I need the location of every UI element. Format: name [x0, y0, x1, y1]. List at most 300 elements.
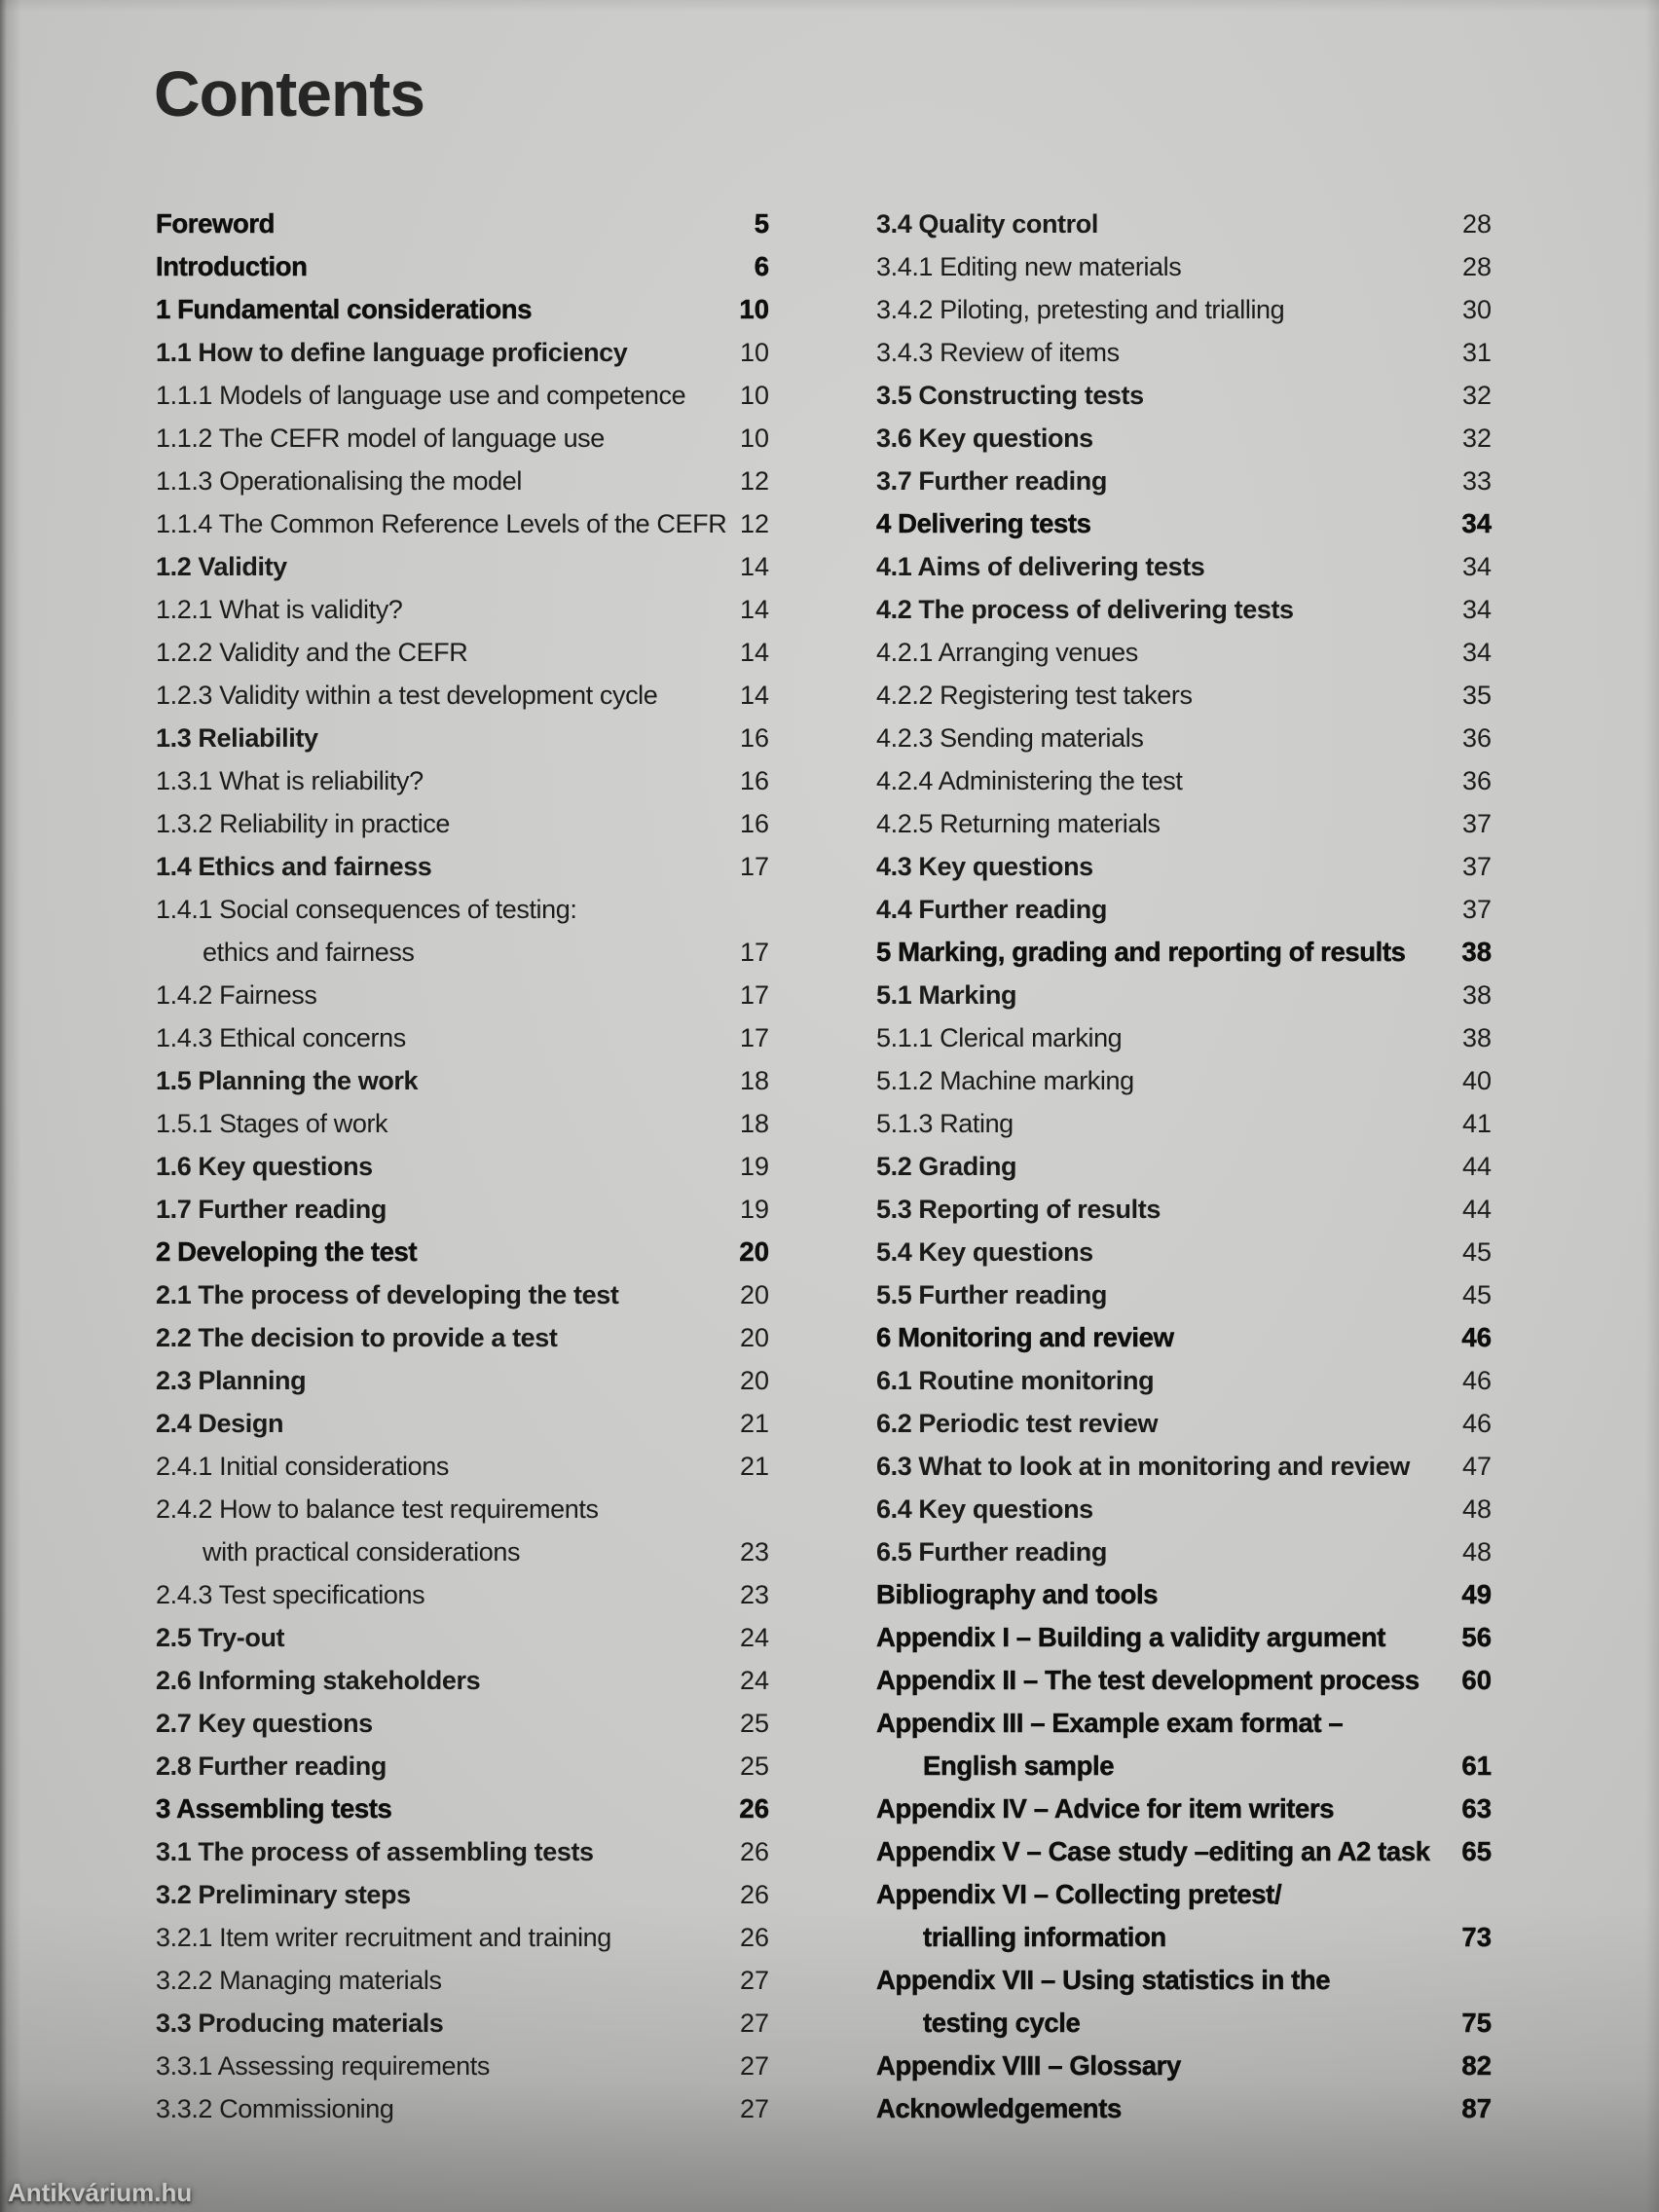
toc-entry [156, 2002, 769, 2045]
toc-entry-label [156, 1359, 769, 1402]
toc-entry-page: 10 [739, 424, 769, 453]
toc-entry-label [156, 1788, 769, 1830]
toc-entry-page: 5 [754, 208, 769, 239]
toc-entry-label [876, 931, 1492, 974]
toc-entry [876, 1830, 1492, 1873]
toc-entry-page: 63 [1461, 1793, 1492, 1824]
toc-entry-text: 3.2.2 Managing materials [156, 1966, 442, 1995]
toc-entry-label [876, 374, 1492, 417]
toc-entry-text: 1.1.4 The Common Reference Levels of the CEFR [156, 509, 727, 538]
toc-entry-text: 1.5.1 Stages of work [156, 1109, 388, 1138]
toc-entry [876, 1702, 1492, 1788]
toc-entry-label [876, 1659, 1492, 1702]
toc-entry-label [156, 845, 769, 888]
toc-entry-page: 16 [739, 723, 769, 753]
toc-entry-label [156, 1573, 769, 1616]
toc-entry-page: 17 [739, 980, 769, 1010]
toc-entry-page: 6 [754, 251, 769, 281]
toc-entry-page: 36 [1461, 766, 1492, 795]
toc-entry-label [876, 1145, 1492, 1188]
toc-entry-label [156, 1745, 769, 1788]
toc-entry-label [876, 1873, 1492, 1959]
toc-entry-label [156, 1959, 769, 2002]
toc-entry [156, 460, 769, 502]
toc-entry-text: 1.2.2 Validity and the CEFR [156, 638, 468, 667]
toc-entry-page: 35 [1461, 681, 1492, 710]
toc-entry-text: Appendix VIII – Glossary [876, 2050, 1181, 2081]
toc-entry [156, 1702, 769, 1745]
toc-entry-text: 1.2.1 What is validity? [156, 595, 403, 624]
toc-entry-page: 48 [1461, 1537, 1492, 1567]
toc-entry-text: 5.4 Key questions [876, 1237, 1093, 1267]
toc-entry [156, 1402, 769, 1445]
toc-entry-label [876, 802, 1492, 845]
toc-entry-text: 1.7 Further reading [156, 1195, 387, 1224]
toc-entry [156, 1788, 769, 1830]
toc-entry-label [156, 1830, 769, 1873]
toc-entry-page: 17 [739, 852, 769, 881]
toc-entry [876, 802, 1492, 845]
toc-entry-text: 4 Delivering tests [876, 508, 1091, 538]
toc-entry-page: 19 [739, 1152, 769, 1181]
toc-entry-text-continued: English sample [923, 1751, 1115, 1781]
toc-entry [876, 759, 1492, 802]
toc-entry-page: 10 [739, 294, 769, 324]
toc-entry-text: 3.7 Further reading [876, 466, 1107, 496]
toc-entry-label [876, 2087, 1492, 2130]
toc-entry-text: 1.1.1 Models of language use and competence [156, 381, 686, 410]
toc-entry [876, 888, 1492, 931]
toc-entry-page: 34 [1461, 595, 1492, 624]
toc-entry-text: Foreword [156, 208, 276, 239]
toc-entry-text: 1.1.3 Operationalising the model [156, 466, 522, 496]
toc-entry-label [156, 674, 769, 717]
toc-entry-label [156, 1231, 769, 1273]
toc-entry-text: Appendix II – The test development process [876, 1665, 1419, 1695]
toc-entry-text: 2.4.1 Initial considerations [156, 1452, 449, 1481]
toc-entry-label [876, 888, 1492, 931]
toc-entry-page: 16 [739, 766, 769, 795]
toc-entry-page: 27 [739, 1966, 769, 1995]
toc-entry-page: 25 [739, 1751, 769, 1781]
toc-entry-page: 33 [1461, 466, 1492, 496]
toc-entry-text: 3.3.2 Commissioning [156, 2094, 394, 2123]
toc-entry-label [876, 1316, 1492, 1359]
toc-entry [876, 1016, 1492, 1059]
toc-entry [156, 2045, 769, 2087]
toc-entry [876, 1530, 1492, 1573]
toc-entry-page: 27 [739, 2094, 769, 2123]
toc-entry [876, 931, 1492, 974]
toc-entry-page: 10 [739, 338, 769, 367]
toc-entry-text: 3.4.3 Review of items [876, 338, 1120, 367]
toc-entry-label [876, 1231, 1492, 1273]
toc-entry-label [876, 460, 1492, 502]
toc-entry-text: 4.2.4 Administering the test [876, 766, 1183, 795]
toc-entry-text: 2.5 Try-out [156, 1623, 285, 1652]
toc-entry-text: 2.3 Planning [156, 1366, 307, 1395]
toc-entry-text: 4.4 Further reading [876, 895, 1107, 924]
toc-entry [876, 1273, 1492, 1316]
toc-entry [156, 1616, 769, 1659]
toc-entry-text: 2.4.2 How to balance test requirements [156, 1494, 599, 1524]
toc-entry-page: 30 [1461, 295, 1492, 324]
toc-entry [156, 1316, 769, 1359]
toc-entry [876, 1445, 1492, 1488]
toc-entry-label [156, 759, 769, 802]
toc-entry-page: 24 [739, 1666, 769, 1695]
toc-entry-text: 5.5 Further reading [876, 1280, 1107, 1309]
toc-entry-page: 49 [1461, 1579, 1492, 1609]
toc-entry-page: 20 [739, 1366, 769, 1395]
toc-entry [156, 502, 769, 545]
toc-entry-label [876, 974, 1492, 1016]
toc-entry-text: 4.2.1 Arranging venues [876, 638, 1138, 667]
toc-entry-text: 5.2 Grading [876, 1152, 1017, 1181]
toc-entry-label [156, 460, 769, 502]
toc-entry-page: 73 [1461, 1922, 1492, 1952]
toc-entry-label [876, 1616, 1492, 1659]
toc-entry-text: 5.1.2 Machine marking [876, 1066, 1134, 1095]
toc-entry-text: Bibliography and tools [876, 1579, 1159, 1609]
toc-entry-page: 14 [739, 595, 769, 624]
toc-entry-text: 6.2 Periodic test review [876, 1409, 1159, 1438]
toc-entry-page: 12 [739, 466, 769, 496]
toc-entry [156, 759, 769, 802]
toc-entry-page: 38 [1461, 937, 1492, 967]
toc-entry-page: 27 [739, 2009, 769, 2038]
toc-entry-page: 23 [739, 1537, 769, 1567]
toc-entry-page: 36 [1461, 723, 1492, 753]
toc-entry [876, 1145, 1492, 1188]
toc-entry-label [156, 802, 769, 845]
toc-entry-text: 6.3 What to look at in monitoring and review [876, 1452, 1410, 1481]
toc-entry-page: 19 [739, 1195, 769, 1224]
toc-entry [156, 1830, 769, 1873]
toc-entry-text: Introduction [156, 251, 308, 281]
toc-entry-label [156, 545, 769, 588]
toc-entry [156, 331, 769, 374]
toc-entry-label [876, 674, 1492, 717]
toc-entry-page: 45 [1461, 1237, 1492, 1267]
toc-entry [876, 1102, 1492, 1145]
toc-entry-text: Appendix III – Example exam format – [876, 1708, 1344, 1738]
toc-entry [876, 674, 1492, 717]
toc-entry-page: 82 [1461, 2050, 1492, 2081]
toc-entry-text: 2.4.3 Test specifications [156, 1580, 425, 1609]
toc-entry-label [876, 331, 1492, 374]
toc-entry-page: 21 [739, 1452, 769, 1481]
toc-entry-text: 1.3.2 Reliability in practice [156, 809, 451, 838]
toc-entry-text: 4.2.5 Returning materials [876, 809, 1161, 838]
toc-entry-label [156, 1445, 769, 1488]
toc-entry-page: 12 [739, 509, 769, 538]
toc-entry-text: 1.4 Ethics and fairness [156, 852, 432, 881]
toc-entry [156, 374, 769, 417]
toc-entry [156, 545, 769, 588]
toc-entry-label [876, 1359, 1492, 1402]
toc-entry [876, 1573, 1492, 1616]
toc-entry-label [876, 1830, 1492, 1873]
toc-entry-text: Appendix IV – Advice for item writers [876, 1793, 1335, 1824]
toc-entry-page: 48 [1461, 1494, 1492, 1524]
toc-entry-text: 6 Monitoring and review [876, 1322, 1174, 1352]
toc-entry [876, 502, 1492, 545]
toc-entry-label [156, 331, 769, 374]
toc-entry-text: 2.2 The decision to provide a test [156, 1323, 558, 1352]
toc-entry [876, 245, 1492, 288]
toc-entry-label [156, 374, 769, 417]
toc-entry-text: 3.4.2 Piloting, pretesting and trialling [876, 295, 1285, 324]
toc-entry-page: 18 [739, 1066, 769, 1095]
toc-entry-label [156, 288, 769, 331]
toc-entry-text: 1.5 Planning the work [156, 1066, 419, 1095]
toc-entry-label [156, 717, 769, 759]
toc-entry-label [156, 1016, 769, 1059]
toc-entry-page: 46 [1461, 1322, 1492, 1352]
toc-entry-page: 24 [739, 1623, 769, 1652]
toc-entry-page: 46 [1461, 1366, 1492, 1395]
toc-entry-label [876, 1959, 1492, 2045]
toc-entry [156, 1445, 769, 1488]
toc-entry-text: 1.6 Key questions [156, 1152, 373, 1181]
toc-entry-text: 2 Developing the test [156, 1236, 418, 1267]
toc-entry-text: 6.4 Key questions [876, 1494, 1093, 1524]
toc-entry-label [876, 1188, 1492, 1231]
toc-entry-label [876, 545, 1492, 588]
toc-entry [876, 1316, 1492, 1359]
toc-entry [876, 1788, 1492, 1830]
toc-entry-text: 1.3 Reliability [156, 723, 318, 753]
toc-entry [156, 417, 769, 460]
toc-entry-text: 1.1.2 The CEFR model of language use [156, 424, 605, 453]
toc-entry-page: 20 [739, 1280, 769, 1309]
toc-entry-label [156, 588, 769, 631]
toc-entry-label [876, 502, 1492, 545]
toc-entry-label [876, 1016, 1492, 1059]
toc-entry-text: 5.1.3 Rating [876, 1109, 1014, 1138]
toc-entry-page: 65 [1461, 1836, 1492, 1866]
toc-entry-page: 87 [1461, 2093, 1492, 2123]
toc-entry [876, 1188, 1492, 1231]
toc-entry-text: 1.4.1 Social consequences of testing: [156, 895, 577, 924]
toc-entry-page: 34 [1461, 552, 1492, 581]
toc-entry-text: 1.3.1 What is reliability? [156, 766, 424, 795]
toc-entry-label [156, 1188, 769, 1231]
toc-entry-text: 5.1.1 Clerical marking [876, 1023, 1123, 1052]
toc-entry-page: 20 [739, 1323, 769, 1352]
toc-entry-text: Acknowledgements [876, 2093, 1122, 2123]
toc-entry-text: Appendix I – Building a validity argument [876, 1622, 1385, 1652]
toc-entry-label [876, 759, 1492, 802]
toc-entry-page: 41 [1461, 1109, 1492, 1138]
toc-entry-label [156, 2002, 769, 2045]
toc-entry-label [876, 588, 1492, 631]
toc-entry-text: 1.4.3 Ethical concerns [156, 1023, 406, 1052]
toc-entry-text: 3.4.1 Editing new materials [876, 252, 1182, 281]
toc-entry [156, 802, 769, 845]
toc-entry-label [876, 2045, 1492, 2087]
toc-entry-label [156, 1916, 769, 1959]
toc-entry [156, 845, 769, 888]
toc-entry [156, 1102, 769, 1145]
toc-entry-page: 26 [739, 1923, 769, 1952]
toc-entry-page: 14 [739, 638, 769, 667]
toc-entry-page: 44 [1461, 1195, 1492, 1224]
toc-entry-page: 61 [1461, 1751, 1492, 1781]
toc-entry [156, 203, 769, 245]
toc-entry-page: 38 [1461, 980, 1492, 1010]
toc-entry-label [156, 1659, 769, 1702]
toc-entry [876, 331, 1492, 374]
toc-entry-label [156, 888, 769, 974]
toc-entry-label [876, 1530, 1492, 1573]
toc-entry-label [156, 1273, 769, 1316]
toc-entry-page: 28 [1461, 252, 1492, 281]
toc-entry-page: 27 [739, 2051, 769, 2081]
toc-entry-page: 40 [1461, 1066, 1492, 1095]
toc-entry-page: 34 [1461, 638, 1492, 667]
toc-entry-text: 1.2 Validity [156, 552, 287, 581]
toc-entry-label [156, 2045, 769, 2087]
toc-entry-label [156, 1402, 769, 1445]
toc-entry [156, 1059, 769, 1102]
toc-entry [876, 1059, 1492, 1102]
toc-entry [156, 1188, 769, 1231]
page-title: Contents [154, 57, 424, 130]
toc-entry [156, 1916, 769, 1959]
toc-entry-label [156, 1873, 769, 1916]
toc-entry-text: 3.3 Producing materials [156, 2009, 444, 2038]
toc-entry [876, 460, 1492, 502]
toc-entry [876, 631, 1492, 674]
toc-entry-text: 6.1 Routine monitoring [876, 1366, 1155, 1395]
toc-entry-page: 26 [739, 1837, 769, 1866]
toc-entry-page: 37 [1461, 895, 1492, 924]
toc-entry [156, 1231, 769, 1273]
toc-entry-label [876, 631, 1492, 674]
toc-entry-text: 5 Marking, grading and reporting of results [876, 937, 1406, 967]
toc-entry-label [876, 1488, 1492, 1530]
toc-entry-label [876, 1445, 1492, 1488]
toc-entry-text: 3.6 Key questions [876, 424, 1093, 453]
toc-entry-text: Appendix V – Case study –editing an A2 task [876, 1836, 1430, 1866]
toc-entry [156, 1359, 769, 1402]
toc-entry-page: 17 [739, 938, 769, 967]
toc-entry [876, 545, 1492, 588]
toc-entry-label [156, 1702, 769, 1745]
toc-entry-page: 56 [1461, 1622, 1492, 1652]
toc-entry [156, 1959, 769, 2002]
toc-entry-text: 5.3 Reporting of results [876, 1195, 1161, 1224]
toc-entry-label [876, 1059, 1492, 1102]
toc-entry [876, 203, 1492, 245]
toc-entry [876, 1616, 1492, 1659]
toc-entry-text: 3.2.1 Item writer recruitment and training [156, 1923, 611, 1952]
toc-entry-text: 2.6 Informing stakeholders [156, 1666, 481, 1695]
toc-entry-text: 5.1 Marking [876, 980, 1017, 1010]
toc-entry-label [876, 845, 1492, 888]
toc-entry [156, 1016, 769, 1059]
toc-entry [156, 1873, 769, 1916]
toc-entry [156, 588, 769, 631]
toc-entry [876, 2045, 1492, 2087]
toc-entry [156, 888, 769, 974]
toc-entry-label [156, 1488, 769, 1573]
toc-entry-page: 28 [1461, 209, 1492, 239]
toc-entry-label [876, 1102, 1492, 1145]
toc-entry-page: 44 [1461, 1152, 1492, 1181]
toc-entry-text: 3 Assembling tests [156, 1793, 392, 1824]
toc-entry [156, 288, 769, 331]
toc-entry [876, 1231, 1492, 1273]
toc-entry-label [156, 1102, 769, 1145]
toc-entry-text: 6.5 Further reading [876, 1537, 1107, 1567]
toc-entry-label [156, 631, 769, 674]
toc-entry [876, 588, 1492, 631]
toc-column-right [876, 203, 1492, 2130]
toc-entry [156, 974, 769, 1016]
toc-entry-label [876, 245, 1492, 288]
toc-entry-text: 3.4 Quality control [876, 209, 1098, 239]
toc-entry-label [156, 1316, 769, 1359]
toc-entry-page: 14 [739, 681, 769, 710]
toc-entry [876, 288, 1492, 331]
toc-entry [156, 631, 769, 674]
toc-entry [156, 1573, 769, 1616]
toc-entry [876, 845, 1492, 888]
toc-entry-text-continued: ethics and fairness [203, 938, 415, 967]
toc-entry [156, 1745, 769, 1788]
toc-entry [876, 1359, 1492, 1402]
toc-entry-page: 26 [739, 1793, 769, 1824]
toc-entry [876, 1659, 1492, 1702]
toc-entry [876, 2087, 1492, 2130]
toc-entry-text: 4.2.3 Sending materials [876, 723, 1144, 753]
toc-entry [876, 417, 1492, 460]
toc-entry-label [156, 1059, 769, 1102]
toc-entry-text: 2.4 Design [156, 1409, 284, 1438]
toc-entry-label [876, 1702, 1492, 1788]
toc-entry-page: 37 [1461, 809, 1492, 838]
toc-entry-page: 14 [739, 552, 769, 581]
toc-entry [156, 1145, 769, 1188]
toc-entry-page: 25 [739, 1709, 769, 1738]
toc-entry-label [156, 2087, 769, 2130]
toc-entry-page: 38 [1461, 1023, 1492, 1052]
toc-entry [156, 1659, 769, 1702]
toc-entry-page: 23 [739, 1580, 769, 1609]
toc-entry-page: 45 [1461, 1280, 1492, 1309]
toc-entry-label [876, 1273, 1492, 1316]
toc-entry-text: 4.2.2 Registering test takers [876, 681, 1193, 710]
toc-entry [156, 1273, 769, 1316]
toc-entry [876, 1873, 1492, 1959]
toc-entry-page: 75 [1461, 2008, 1492, 2038]
toc-entry-text-continued: trialling information [923, 1922, 1166, 1952]
toc-entry-label [876, 1402, 1492, 1445]
toc-entry [156, 1488, 769, 1573]
toc-entry-page: 60 [1461, 1665, 1492, 1695]
toc-entry [876, 1959, 1492, 2045]
toc-entry-text: 4.3 Key questions [876, 852, 1093, 881]
toc-entry-text: 3.2 Preliminary steps [156, 1880, 411, 1909]
toc-entry-label [156, 974, 769, 1016]
toc-entry-label [156, 245, 769, 288]
watermark: Antikvárium.hu [8, 2178, 193, 2207]
toc-entry-text: 2.7 Key questions [156, 1709, 373, 1738]
toc-entry-text-continued: with practical considerations [203, 1537, 521, 1567]
